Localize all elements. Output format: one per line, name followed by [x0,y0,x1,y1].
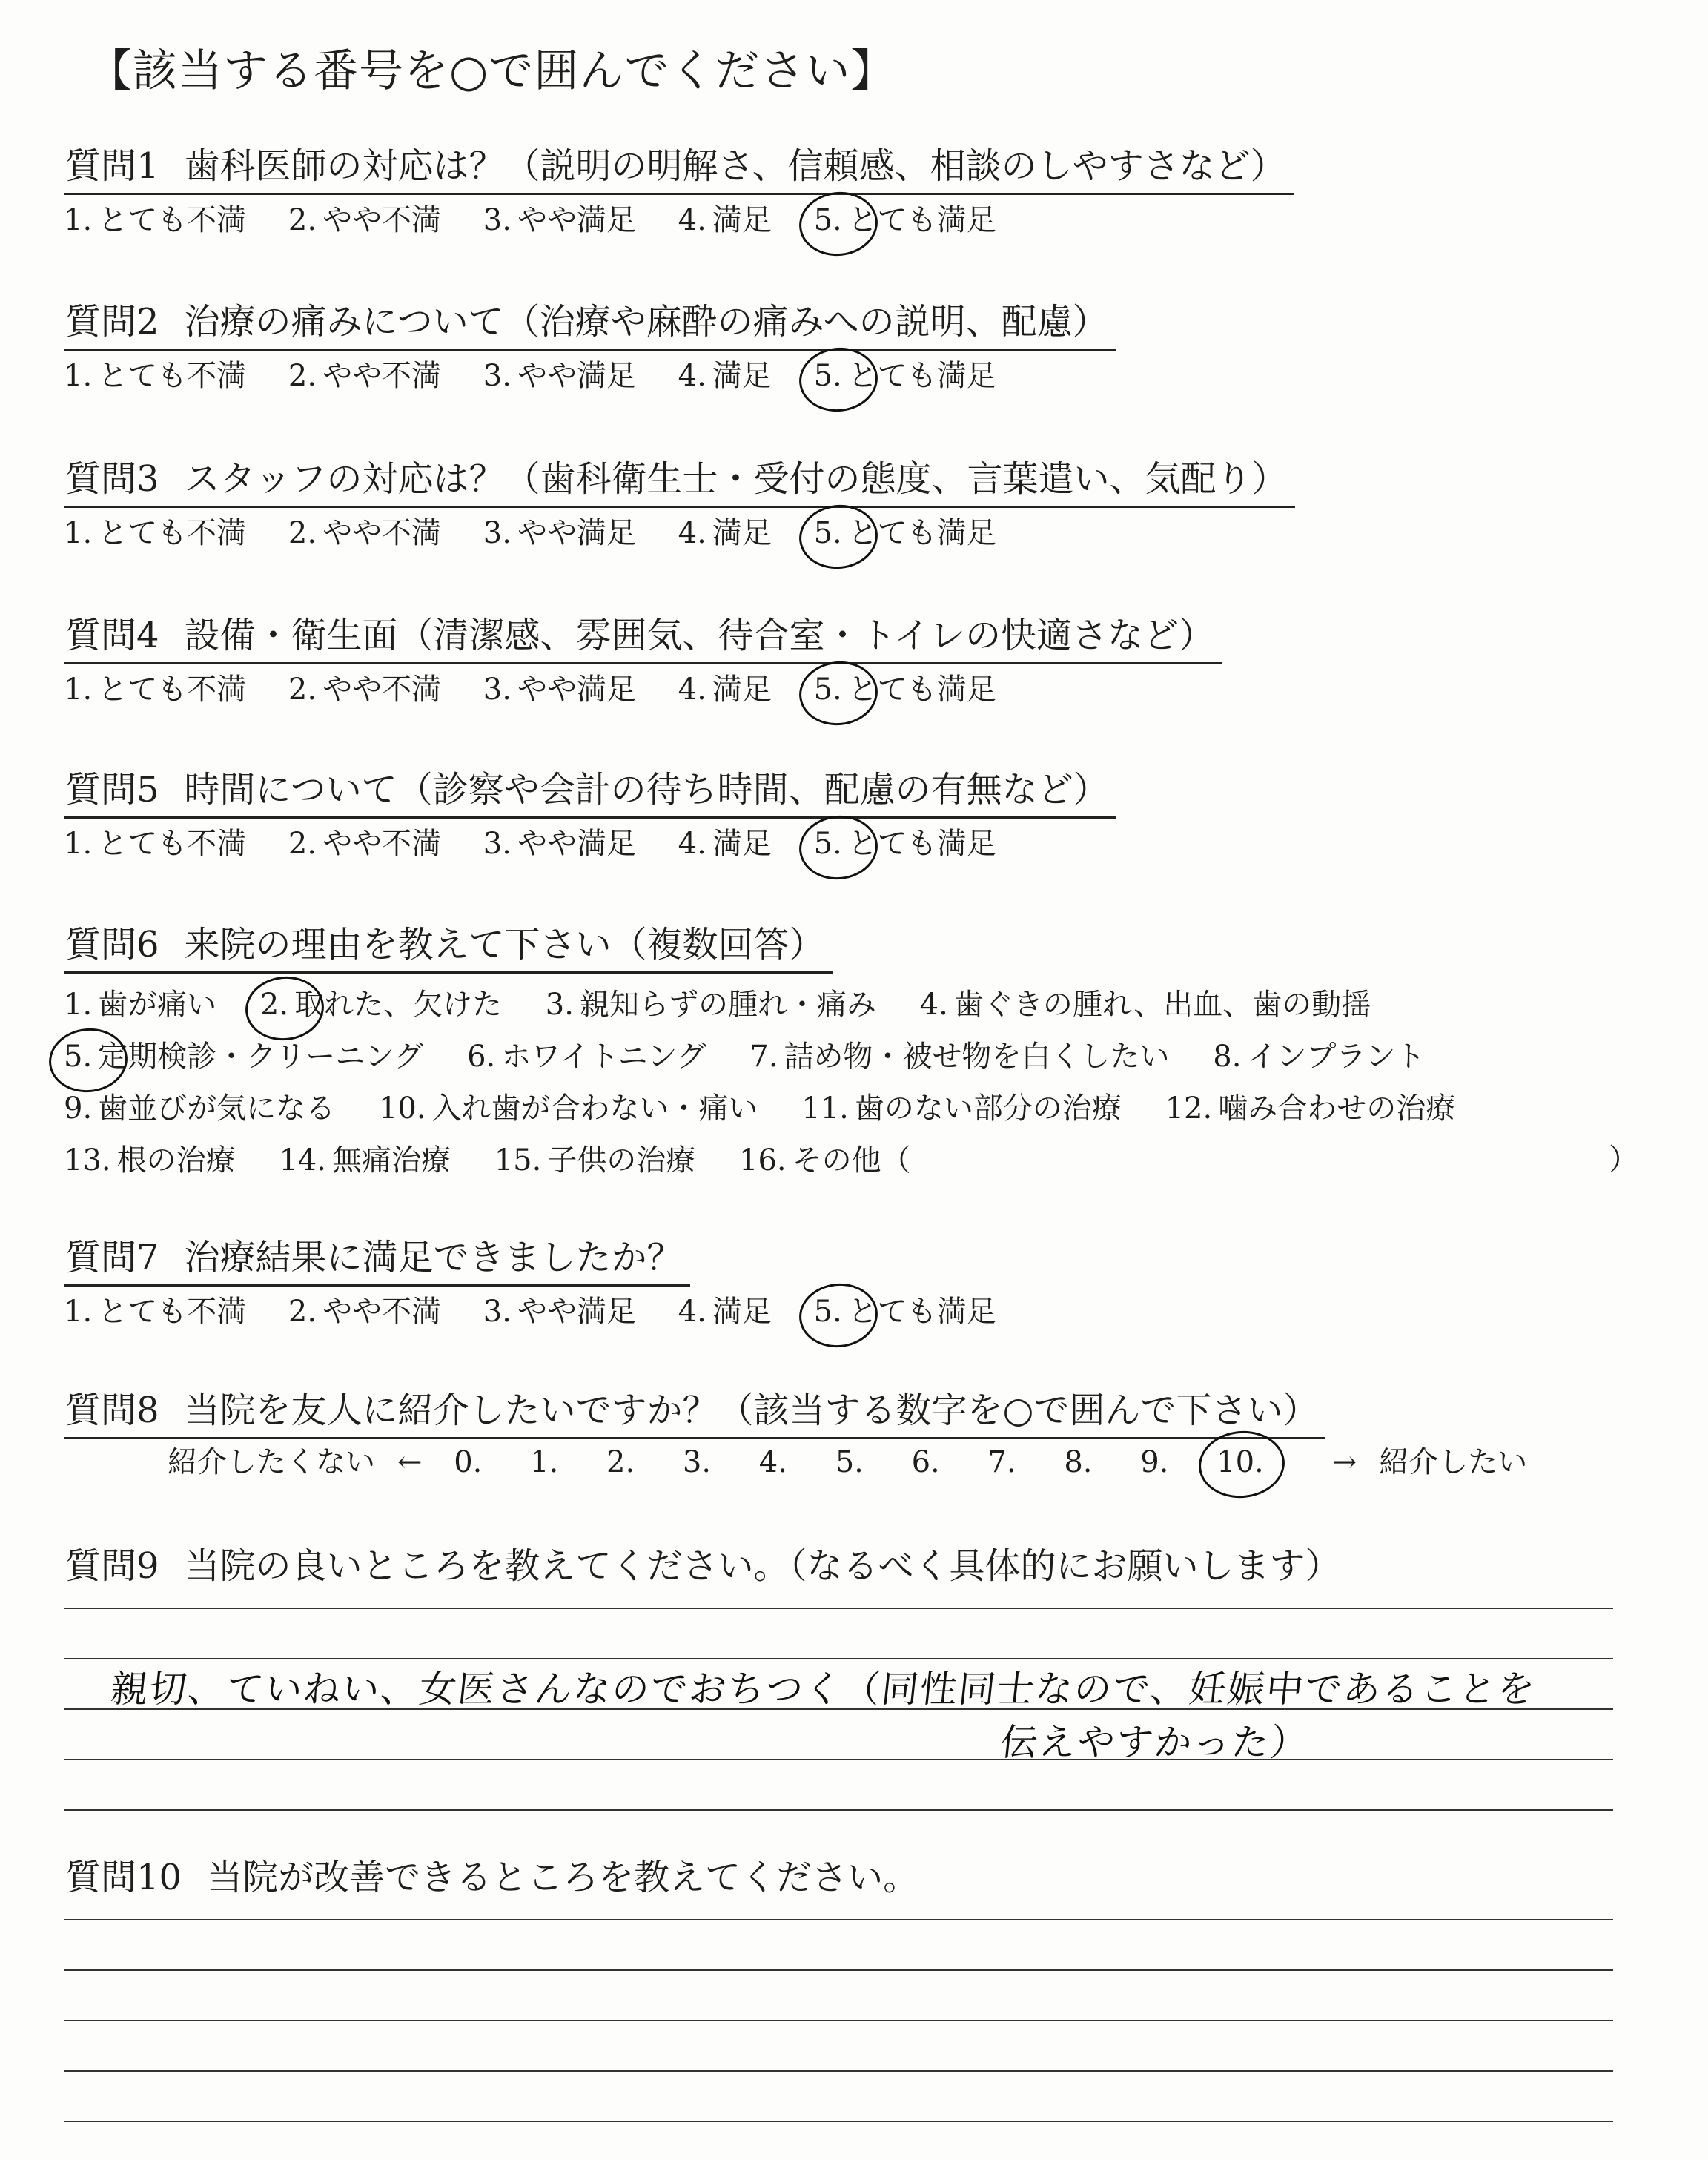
option-4[interactable]: 4. 満足 [678,673,772,707]
reason-option-3[interactable]: 3. 親知らずの腫れ・痛み [545,988,876,1022]
reason-option-4[interactable]: 4. 歯ぐきの腫れ、出血、歯の動揺 [919,988,1371,1022]
question-label: 質問2 [65,301,159,343]
question-text: 治療結果に満足できましたか？ [184,1237,683,1278]
question-label: 質問9 [65,1545,159,1587]
option-4[interactable]: 4. 満足 [678,203,772,237]
rating-options [64,355,1116,397]
question-label: 質問6 [65,924,159,965]
option-4[interactable]: 4. 満足 [678,1295,772,1329]
question-text: 当院の良いところを教えてください。（なるべく具体的にお願いします） [184,1545,1341,1587]
question-label: 質問4 [65,615,159,656]
question-2 [64,298,1116,397]
reason-row-4 [64,1140,1489,1192]
question-heading [64,1542,1348,1593]
question-text: 当院が改善できるところを教えてください。 [207,1857,919,1898]
option-4[interactable]: 4. 満足 [678,827,772,861]
reason-option-2-selected[interactable]: 2. 取れた、欠けた [260,984,502,1025]
reason-row-1 [64,984,1489,1036]
answer-line [64,1809,1613,1811]
scale-value-1[interactable]: 1. [530,1445,559,1479]
question-8 [64,1387,1325,1439]
option-3[interactable]: 3. やや満足 [483,1295,636,1329]
question-heading [64,1387,1325,1439]
right-arrow-icon: → [1331,1445,1357,1479]
question-3 [64,455,1295,554]
scale-value-2[interactable]: 2. [606,1445,635,1479]
reason-option-14[interactable]: 14. 無痛治療 [279,1143,451,1178]
answer-line [64,1919,1613,1920]
question-1 [64,142,1294,241]
question-heading [64,921,833,974]
question-10 [64,1854,926,1904]
question-text: 来院の理由を教えて下さい（複数回答） [184,924,825,965]
scale-value-7[interactable]: 7. [987,1445,1016,1479]
other-close-paren: ） [1609,1143,1638,1177]
question-heading [64,1854,926,1904]
rating-options [64,199,1294,241]
question-text: 当院を友人に紹介したいですか？（該当する数字を○で囲んで下さい） [184,1390,1319,1431]
question-label: 質問10 [65,1857,182,1898]
reason-option-1[interactable]: 1. 歯が痛い [64,988,217,1022]
reason-option-13[interactable]: 13. 根の治療 [64,1143,236,1178]
question-text: スタッフの対応は？（歯科衛生士・受付の態度、言葉遣い、気配り） [184,458,1288,500]
handwritten-answer-line-2: 伝えやすかった） [998,1721,1311,1764]
reason-option-11[interactable]: 11. 歯のない部分の治療 [801,1091,1122,1126]
option-2[interactable]: 2. やや不満 [288,516,442,550]
scale-value-9[interactable]: 9. [1140,1445,1169,1479]
question-text: 歯科医師の対応は？（説明の明解さ、信頼感、相談のしやすさなど） [184,145,1286,187]
question-heading [64,766,1116,819]
question-label: 質問7 [65,1237,159,1278]
scale-left-label: 紹介したくない [168,1445,375,1479]
scale-right-label: 紹介したい [1379,1445,1528,1479]
option-1[interactable]: 1. とても不満 [64,673,247,707]
option-3[interactable]: 3. やや満足 [483,827,636,861]
option-3[interactable]: 3. やや満足 [483,203,636,237]
scale-value-4[interactable]: 4. [758,1445,787,1479]
question-label: 質問5 [65,769,159,810]
reason-row-2 [64,1036,1489,1088]
option-1[interactable]: 1. とても不満 [64,827,247,861]
option-5-selected[interactable]: 5. とても満足 [814,512,996,554]
reason-option-12[interactable]: 12. 噛み合わせの治療 [1165,1091,1456,1126]
reason-option-10[interactable]: 10. 入れ歯が合わない・痛い [378,1091,758,1126]
answer-line [64,2121,1613,2122]
question-label: 質問8 [65,1390,159,1431]
option-4[interactable]: 4. 満足 [678,516,772,550]
scale-value-8[interactable]: 8. [1064,1445,1093,1479]
reason-option-5-selected[interactable]: 5. 定期検診・クリーニング [64,1036,423,1077]
answer-line [64,2070,1613,2072]
option-5-selected[interactable]: 5. とても満足 [814,823,996,865]
option-2[interactable]: 2. やや不満 [288,1295,442,1329]
reason-option-7[interactable]: 7. 詰め物・被せ物を白くしたい [749,1040,1170,1074]
scale-value-5[interactable]: 5. [835,1445,864,1479]
question-7 [64,1234,1029,1332]
question-5 [64,766,1116,865]
option-1[interactable]: 1. とても不満 [64,516,247,550]
answer-line [64,1759,1613,1760]
option-5-selected[interactable]: 5. とても満足 [814,1291,996,1332]
reason-option-8[interactable]: 8. インプラント [1213,1040,1426,1074]
question-text: 治療の痛みについて（治療や麻酔の痛みへの説明、配慮） [184,301,1108,343]
left-arrow-icon: ← [397,1445,423,1479]
scale-value-0[interactable]: 0. [454,1445,483,1479]
handwritten-answer-line-1: 親切、ていねい、女医さんなのでおちつく（同性同士なので、妊娠中であることを [108,1668,1539,1711]
question-9 [64,1542,1348,1593]
option-5-selected[interactable]: 5. とても満足 [814,669,996,710]
option-2[interactable]: 2. やや不満 [288,359,442,393]
option-3[interactable]: 3. やや満足 [483,673,636,707]
option-1[interactable]: 1. とても不満 [64,203,247,237]
reason-option-9[interactable]: 9. 歯並びが気になる [64,1091,336,1126]
option-2[interactable]: 2. やや不満 [288,673,442,707]
question-heading [64,612,1222,664]
reason-option-6[interactable]: 6. ホワイトニング [467,1040,706,1074]
scale-value-3[interactable]: 3. [682,1445,712,1479]
option-5-selected[interactable]: 5. とても満足 [814,199,996,241]
page-title: 【該当する番号を○で囲んでください】 [87,45,896,97]
answer-line [64,2020,1613,2021]
question-heading [64,1234,690,1287]
answer-line [64,1969,1613,1971]
reason-row-3 [64,1088,1489,1140]
question-6 [64,921,1489,1192]
question-text: 時間について（診察や会計の待ち時間、配慮の有無など） [184,769,1109,810]
rating-options [64,823,1116,865]
reason-option-15[interactable]: 15. 子供の治療 [494,1143,696,1178]
option-2[interactable]: 2. やや不満 [288,203,442,237]
option-2[interactable]: 2. やや不満 [288,827,442,861]
option-4[interactable]: 4. 満足 [678,359,772,393]
question-label: 質問1 [65,145,159,187]
question-label: 質問3 [65,458,159,500]
scale-value-6[interactable]: 6. [911,1445,940,1479]
question-heading [64,142,1294,195]
question-text: 設備・衛生面（清潔感、雰囲気、待合室・トイレの快適さなど） [184,615,1215,656]
question-heading [64,455,1295,508]
rating-options [64,669,1222,710]
answer-line [64,1608,1613,1609]
rating-options [64,512,1295,554]
recommend-scale [168,1441,1527,1483]
option-3[interactable]: 3. やや満足 [483,359,636,393]
question-4 [64,612,1222,710]
option-1[interactable]: 1. とても不満 [64,1295,247,1329]
option-1[interactable]: 1. とても不満 [64,359,247,393]
option-3[interactable]: 3. やや満足 [483,516,636,550]
option-5-selected[interactable]: 5. とても満足 [814,355,996,397]
question-heading [64,298,1116,351]
rating-options [64,1291,1029,1332]
scale-value-10-selected[interactable]: 10. [1217,1441,1264,1483]
reason-option-16-other[interactable]: 16. その他（ [739,1143,911,1178]
reason-options [64,984,1489,1192]
